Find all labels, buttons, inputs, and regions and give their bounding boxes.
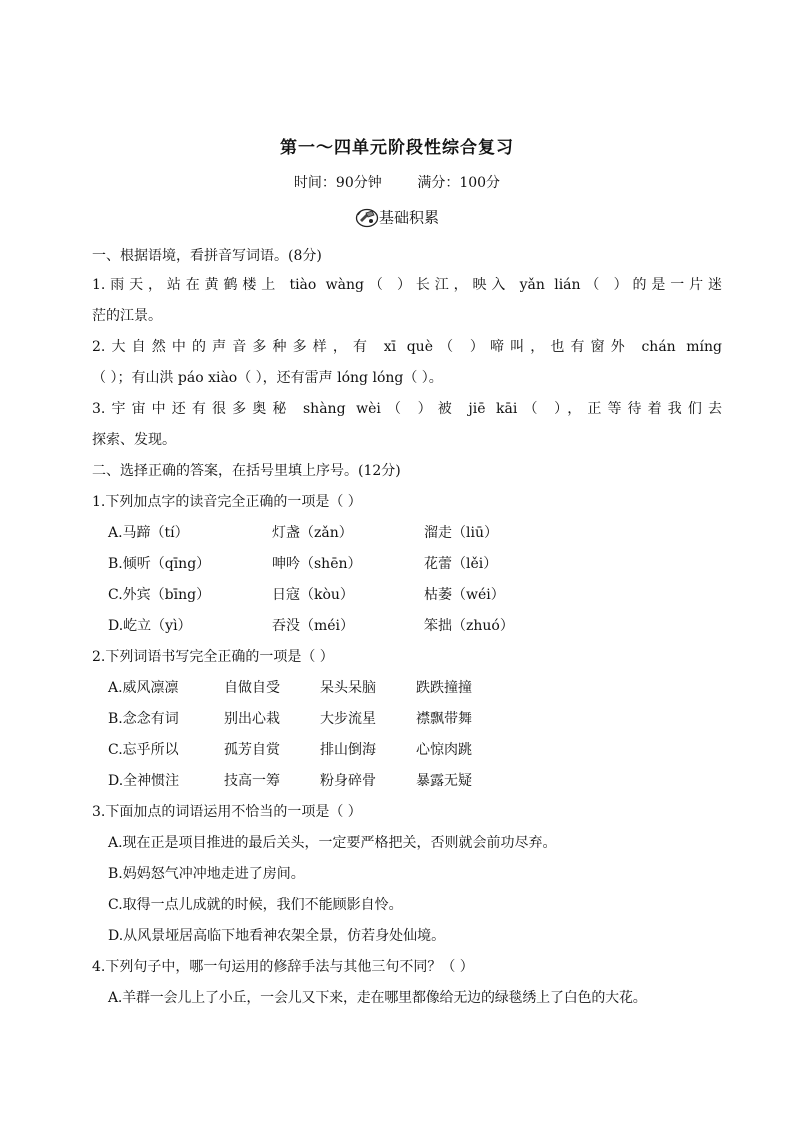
question-stem: 3.下面加点的词语运用不恰当的一项是（ ） bbox=[92, 804, 362, 820]
option-item: 心惊肉跳 bbox=[416, 742, 472, 758]
option-item: 襟飘带舞 bbox=[416, 711, 472, 727]
option-item: 呆头呆脑 bbox=[320, 680, 376, 696]
option-item: 笨拙（zhuó） bbox=[424, 618, 514, 634]
option-item: 暴露无疑 bbox=[416, 773, 472, 789]
part1-heading: 一、根据语境，看拼音写词语。(8分) bbox=[92, 248, 322, 264]
question-stem: 4.下列句子中，哪一句运用的修辞手法与其他三句不同？（ ） bbox=[92, 959, 474, 975]
option-item: 溜走（liū） bbox=[424, 525, 498, 541]
section-label: 基础积累 bbox=[378, 208, 439, 227]
option-item: B.念念有词 bbox=[108, 711, 179, 727]
part2-heading: 二、选择正确的答案，在括号里填上序号。(12分) bbox=[92, 463, 401, 479]
part1-line: 探索、发现。 bbox=[92, 432, 176, 448]
section-banner bbox=[0, 206, 794, 228]
part1-line: 2.大自然中的声音多种多样，有 xī què（ ）啼叫，也有窗外 chán míng bbox=[92, 339, 722, 355]
option-item: 灯盏（zǎn） bbox=[272, 525, 353, 541]
option-item: 别出心栽 bbox=[224, 711, 280, 727]
option-item: B.妈妈怒气冲冲地走进了房间。 bbox=[108, 866, 305, 882]
option-item: D.屹立（yì） bbox=[108, 618, 192, 634]
part1-line: 茫的江景。 bbox=[92, 308, 162, 324]
exam-info: 时间：90分钟 满分：100分 bbox=[293, 175, 501, 191]
option-item: 吞没（méi） bbox=[272, 618, 355, 634]
option-item: A.羊群一会儿上了小丘，一会儿又下来，走在哪里都像给无边的绿毯绣上了白色的大花。 bbox=[108, 990, 647, 1006]
option-item: 自做自受 bbox=[224, 680, 280, 696]
option-item: 枯萎（wéi） bbox=[424, 587, 505, 603]
option-item: A.威风凛凛 bbox=[108, 680, 179, 696]
page-title: 第一～四单元阶段性综合复习 bbox=[280, 138, 514, 158]
book-badge-icon bbox=[355, 206, 379, 228]
option-item: B.倾听（qīng） bbox=[108, 556, 211, 572]
option-item: 大步流星 bbox=[320, 711, 376, 727]
option-item: D.全神惯注 bbox=[108, 773, 180, 789]
option-item: C.取得一点儿成就的时候，我们不能顾影自怜。 bbox=[108, 897, 403, 913]
question-stem: 2.下列词语书写完全正确的一项是（ ） bbox=[92, 649, 334, 665]
part1-line: 1.雨天，站在黄鹤楼上 tiào wàng（ ）长江，映入 yǎn lián（ ）的是一片迷 bbox=[92, 277, 722, 293]
option-item: 日寇（kòu） bbox=[272, 587, 354, 603]
question-stem: 1.下列加点字的读音完全正确的一项是（ ） bbox=[92, 494, 362, 510]
option-item: 技高一筹 bbox=[224, 773, 280, 789]
part1-line: 3.宇宙中还有很多奥秘 shàng wèi（ ）被 jiē kāi（ ），正等待着我们去 bbox=[92, 401, 722, 417]
part1-line: （ ）；有山洪 páo xiào（ ），还有雷声 lóng lóng（ ）。 bbox=[92, 370, 443, 386]
option-item: C.忘乎所以 bbox=[108, 742, 179, 758]
option-item: 呻吟（shēn） bbox=[272, 556, 362, 572]
option-item: D.从风景垭居高临下地看神农架全景，仿若身处仙境。 bbox=[108, 928, 446, 944]
option-item: 粉身碎骨 bbox=[320, 773, 376, 789]
option-item: A.马蹄（tí） bbox=[108, 525, 189, 541]
option-item: 跌跌撞撞 bbox=[416, 680, 472, 696]
option-item: 花蕾（lěi） bbox=[424, 556, 498, 572]
option-item: 排山倒海 bbox=[320, 742, 376, 758]
option-item: 孤芳自赏 bbox=[224, 742, 280, 758]
option-item: C.外宾（bīng） bbox=[108, 587, 211, 603]
option-item: A.现在正是项目推进的最后关头，一定要严格把关，否则就会前功尽弃。 bbox=[108, 835, 557, 851]
